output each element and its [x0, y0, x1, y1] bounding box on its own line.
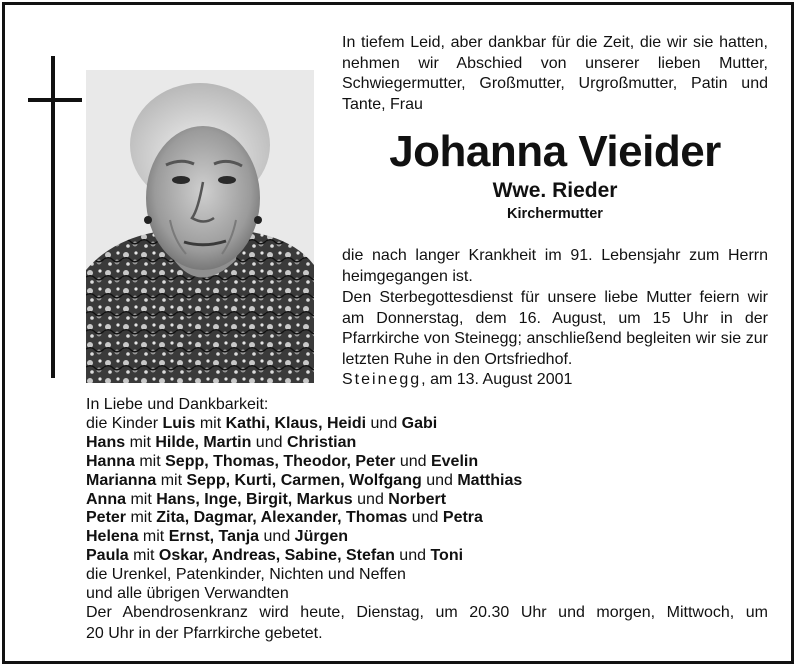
family-intro: In Liebe und Dankbarkeit: [86, 396, 269, 413]
deceased-name: Johanna Vieider [389, 127, 721, 176]
family-connector: und [395, 452, 431, 470]
family-outro-1: die Urenkel, Patenkinder, Nichten und Neffen [86, 566, 406, 584]
family-list [86, 396, 686, 604]
family-connector: mit [138, 528, 169, 546]
rosary-notice-line-1: Der Abendrosenkranz wird heute, Dienstag, um 20.30 Uhr und morgen, Mittwoch, um [86, 604, 768, 621]
place-name: Steinegg [342, 371, 422, 388]
family-name: Helena [86, 528, 139, 546]
family-connector: mit [134, 452, 166, 470]
widow-of: Wwe. Rieder [492, 179, 618, 202]
family-connector: und [251, 433, 287, 451]
rosary-notice-line-2: 20 Uhr in der Pfarrkirche gebetet. [86, 624, 323, 642]
family-connector: mit [126, 509, 157, 527]
family-name: Kathi, Klaus, Heidi [225, 414, 367, 432]
family-line [86, 453, 686, 472]
death-notice: die nach langer Krankheit im 91. Lebensjahr zum Herrn heimgegangen ist. [342, 247, 768, 285]
family-name: Peter [86, 509, 127, 527]
family-name: Zita, Dagmar, Alexander, Thomas [156, 509, 408, 527]
family-connector: mit [126, 490, 157, 508]
family-outro-2: und alle übrigen Verwandten [86, 585, 289, 603]
family-connector: mit [128, 547, 159, 565]
family-line [86, 509, 686, 528]
family-name: Marianna [86, 471, 157, 489]
family-name: Sepp, Kurti, Carmen, Wolfgang [186, 471, 422, 489]
family-name: Petra [442, 509, 483, 527]
family-connector: die Kinder [86, 414, 163, 432]
family-name: Toni [430, 547, 464, 565]
family-name: Anna [86, 490, 126, 508]
family-name: Paula [86, 547, 129, 565]
portrait-photo [86, 70, 314, 383]
nickname: Kirchermutter [507, 206, 603, 222]
family-name: Evelin [430, 452, 479, 470]
family-line [86, 528, 686, 547]
family-line [86, 491, 686, 510]
family-connector: und [421, 471, 458, 489]
family-name: Hanna [86, 452, 135, 470]
family-name: Hans, Inge, Birgit, Markus [156, 490, 353, 508]
family-name: Jürgen [294, 528, 349, 546]
place-date [342, 370, 572, 391]
family-line [86, 434, 686, 453]
family-name: Matthias [457, 471, 523, 489]
family-line [86, 547, 686, 566]
family-name: Norbert [388, 490, 447, 508]
cross-icon-horizontal [28, 98, 82, 102]
cross-icon-vertical [51, 56, 55, 378]
family-line [86, 415, 686, 434]
family-connector: und [394, 547, 431, 565]
family-connector: und [352, 490, 389, 508]
family-connector: mit [195, 414, 226, 432]
family-name: Sepp, Thomas, Theodor, Peter [165, 452, 396, 470]
family-name: Hilde, Martin [155, 433, 252, 451]
family-connector: mit [156, 471, 187, 489]
family-connector: mit [125, 433, 156, 451]
family-name: Luis [162, 414, 196, 432]
family-connector: und [407, 509, 443, 527]
family-name: Ernst, Tanja [168, 528, 260, 546]
intro-text: In tiefem Leid, aber dankbar für die Zeit, die wir sie hatten, nehmen wir Abschied von unserer lieben Mutter, Schwiegermutter, Großmutter, Urgroßmutter, Patin und Tante, Frau [342, 34, 768, 113]
funeral-notice: Den Sterbegottesdienst für unsere liebe Mutter feiern wir am Donnerstag, dem 16. August, um 15 Uhr in der Pfarrkirche von Steinegg; anschließend begleiten wir sie zur letzten Ruhe in den Ortsfriedhof. [342, 289, 768, 368]
family-name: Christian [286, 433, 357, 451]
family-connector: und [366, 414, 402, 432]
family-name: Gabi [401, 414, 438, 432]
family-name: Oskar, Andreas, Sabine, Stefan [158, 547, 395, 565]
family-line [86, 472, 686, 491]
rosary-notice [86, 603, 768, 644]
notice-date: , am 13. August 2001 [421, 371, 573, 388]
family-name: Hans [86, 433, 126, 451]
family-connector: und [259, 528, 295, 546]
family-members [86, 415, 686, 566]
